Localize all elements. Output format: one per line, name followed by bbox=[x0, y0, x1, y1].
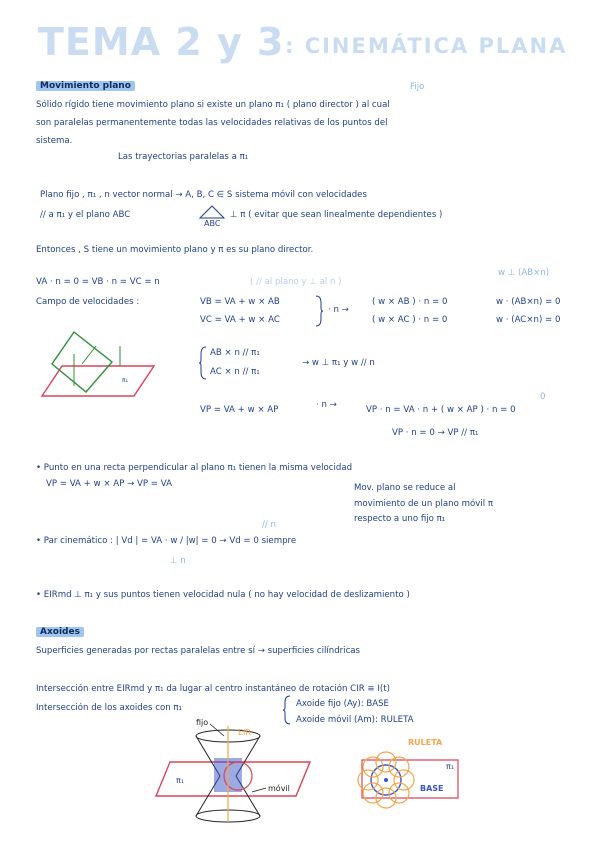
equation: VP · n = VA · n + ( w × AP ) · n = 0 bbox=[366, 405, 516, 415]
note-line: respecto a uno fijo π₁ bbox=[354, 514, 446, 524]
ruleta-figure bbox=[344, 746, 470, 818]
pi1-label: π₁ bbox=[176, 776, 185, 785]
equation: VA · n = 0 = VB · n = VC = n bbox=[36, 277, 160, 287]
text-line: ⊥ π ( evitar que sean linealmente dependientes ) bbox=[230, 210, 443, 220]
abc-label: ABC bbox=[204, 219, 221, 228]
ruleta-label: RULETA bbox=[408, 738, 443, 747]
equation: VP = VA + w × AP → VP = VA bbox=[46, 479, 172, 489]
text-line: Plano fijo , π₁ , n vector normal → A, B, C ∈ S sistema móvil con velocidades bbox=[40, 190, 367, 200]
text-line: Intersección entre EIRmd y π₁ da lugar al centro instantáneo de rotación CIR ≡ I(t) bbox=[36, 684, 390, 694]
equation: VB = VA + w × AB bbox=[200, 297, 280, 307]
equation: ( w × AB ) · n = 0 bbox=[372, 297, 448, 307]
note-line: movimiento de un plano móvil π bbox=[354, 499, 493, 509]
annotation: // n bbox=[262, 520, 276, 530]
equation: · n → bbox=[316, 400, 337, 410]
axoid-figure bbox=[150, 722, 320, 826]
text-line: son paralelas permanentemente todas las velocidades relativas de los puntos del bbox=[36, 118, 388, 128]
equation: · n → bbox=[328, 305, 349, 315]
page-title: TEMA 2 y 3 bbox=[38, 20, 285, 64]
svg-text:π₁: π₁ bbox=[122, 377, 129, 384]
text-line: Campo de velocidades : bbox=[36, 297, 140, 307]
equation: w · (AC×n) = 0 bbox=[496, 315, 561, 325]
text-line: Sólido rígido tiene movimiento plano si existe un plano π₁ ( plano director ) al cual bbox=[36, 100, 390, 110]
equation: ( w × AC ) · n = 0 bbox=[372, 315, 448, 325]
pi-fig-label: π₁ bbox=[446, 762, 455, 771]
annotation: ( // al plano y ⊥ al n ) bbox=[250, 277, 342, 287]
fijo-label: fijo bbox=[196, 718, 209, 727]
text-line: Entonces , S tiene un movimiento plano y π es su plano director. bbox=[36, 245, 314, 255]
text-line: Las trayectorias paralelas a π₁ bbox=[118, 152, 249, 162]
equation: AB × n // π₁ bbox=[210, 348, 260, 358]
equation: VC = VA + w × AC bbox=[200, 315, 280, 325]
note-line: Mov. plano se reduce al bbox=[354, 483, 456, 493]
section-heading-axoides: Axoides bbox=[36, 627, 84, 637]
movil-label: móvil bbox=[268, 784, 290, 793]
section-heading-movimiento: Movimiento plano bbox=[36, 81, 135, 91]
bullet-item: • EIRmd ⊥ π₁ y sus puntos tienen velocidad nula ( no hay velocidad de deslizamiento ) bbox=[36, 590, 410, 600]
text-line: // a π₁ y el plano ABC bbox=[40, 210, 131, 220]
text-line: Axoide fijo (Ay): BASE bbox=[296, 699, 389, 709]
brace-icon bbox=[314, 294, 324, 328]
brace-icon bbox=[198, 345, 208, 381]
text-line: Intersección de los axoides con π₁ bbox=[36, 703, 183, 713]
text-line: Axoide móvil (Am): RULETA bbox=[296, 715, 414, 725]
equation: → w ⊥ π₁ y w // n bbox=[302, 358, 375, 368]
bullet-item: • Par cinemático : | Vd | = VA · w / |w| = 0 → Vd = 0 siempre bbox=[36, 536, 297, 546]
fijo-note: Fijo bbox=[410, 82, 425, 92]
annotation: ⊥ n bbox=[170, 556, 186, 566]
plane-figure bbox=[34, 326, 164, 404]
equation: AC × n // π₁ bbox=[210, 367, 260, 377]
base-label: BASE bbox=[420, 784, 444, 793]
bullet-item: • Punto en una recta perpendicular al plano π₁ tienen la misma velocidad bbox=[36, 463, 353, 473]
text-line: sistema. bbox=[36, 136, 73, 146]
equation: w · (AB×n) = 0 bbox=[496, 297, 561, 307]
annotation: 0 bbox=[540, 392, 546, 402]
equation: VP · n = 0 → VP // π₁ bbox=[392, 428, 479, 438]
page-subtitle: : CINEMÁTICA PLANA bbox=[285, 34, 568, 58]
eir-label: EIR bbox=[238, 728, 251, 737]
text-line: Superficies generadas por rectas paralelas entre sí → superficies cilíndricas bbox=[36, 646, 361, 656]
equation: VP = VA + w × AP bbox=[200, 405, 279, 415]
annotation: w ⊥ (AB×n) bbox=[498, 268, 550, 278]
